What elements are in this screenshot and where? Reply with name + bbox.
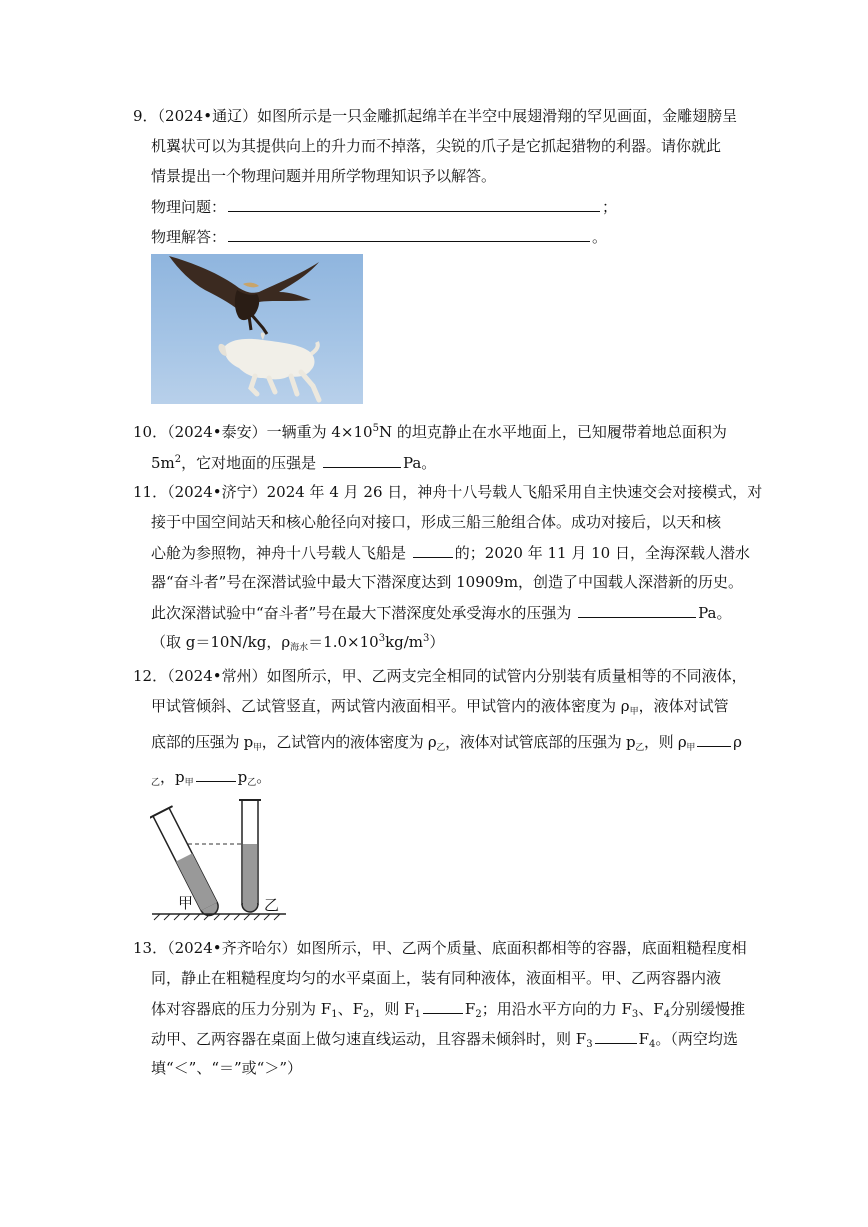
- test-tube-diagram: [150, 796, 290, 924]
- q13-sub-6: 4: [663, 1009, 671, 1020]
- q13-sub-8: 4: [648, 1039, 656, 1050]
- q11-text-g: ）: [429, 633, 445, 651]
- q11-text-d: （取 g＝10N/kg，ρ: [151, 633, 291, 651]
- q9-question-row: [151, 196, 617, 217]
- q10-exponent: 5: [372, 423, 379, 434]
- q12-sub-3: 乙: [635, 743, 644, 753]
- q10-line2: [151, 452, 436, 473]
- eagle-goat-illustration: [151, 254, 363, 404]
- q9-question-blank[interactable]: [228, 196, 600, 212]
- q9-answer-blank[interactable]: [228, 226, 590, 242]
- q11-line5: [151, 602, 731, 623]
- q9-answer-label: 物理解答：: [151, 228, 227, 246]
- q12-blank-1[interactable]: [697, 731, 731, 747]
- q13-text-f: 、F: [638, 1000, 664, 1018]
- q9-question-label: 物理问题：: [151, 198, 227, 216]
- q10-text-a: 10．（2024•泰安）一辆重为 4×10: [133, 423, 373, 441]
- q12-text-a: 甲试管倾斜、乙试管竖直，两试管内液面相平。甲试管内的液体密度为 ρ: [151, 697, 630, 715]
- q11-text-b: 的；2020 年 11 月 10 日，全海深载人潜水: [454, 544, 750, 562]
- q13-text-g: 分别缓慢推: [670, 1000, 746, 1018]
- q9-answer-end: 。: [592, 228, 608, 246]
- q12-line1: 12．（2024•常州）如图所示，甲、乙两支完全相同的试管内分别装有质量相等的不同液体，: [133, 667, 747, 685]
- q13-sub-3: 1: [414, 1009, 421, 1020]
- q11-text-a: 心舱为参照物，神舟十八号载人飞船是: [151, 544, 411, 562]
- q13-line4: [151, 1028, 738, 1049]
- q12-text-j: 。: [256, 768, 272, 786]
- q9-line2: 机翼状可以为其提供向上的升力而不掉落，尖锐的爪子是它抓起猎物的利器。请你就此: [151, 137, 722, 155]
- q13-sub-7: 3: [586, 1039, 593, 1050]
- q12-text-i: p: [237, 768, 248, 786]
- q9-answer-row: [151, 226, 607, 247]
- q13-text-d: F: [464, 1000, 476, 1018]
- q12-text-c: 底部的压强为 p: [151, 733, 253, 751]
- q13-sub-2: 2: [362, 1009, 370, 1020]
- q12-line2: [151, 696, 729, 722]
- q11-line2: 接于中国空间站天和核心舱径向对接口，形成三船三舱组合体。成功对接后，以天和核: [151, 513, 722, 531]
- tube-label-jia: 甲: [178, 894, 194, 912]
- q13-line2: 同，静止在粗糙程度均匀的水平桌面上，装有同种液体，液面相平。甲、乙两容器内液: [151, 969, 722, 987]
- eagle-goat-photo: [151, 254, 363, 404]
- q11-text-f: kg/m: [385, 633, 424, 651]
- q12-text-f: ，则 ρ: [643, 733, 687, 751]
- q12-text-g: ρ: [733, 733, 742, 751]
- q9-line1: 9．（2024•通辽）如图所示是一只金雕抓起绵羊在半空中展翅滑翔的罕见画面，金雕翅膀呈: [133, 107, 738, 125]
- q12-sub-6: 甲: [184, 778, 194, 788]
- q13-text-c: ，则 F: [369, 1000, 415, 1018]
- q10-text-c: 5m: [151, 454, 175, 472]
- q11-blank-1[interactable]: [413, 542, 453, 558]
- q13-text-a: 体对容器底的压力分别为 F: [151, 1000, 332, 1018]
- q13-text-b: 、F: [337, 1000, 363, 1018]
- q13-text-i: F: [638, 1030, 649, 1048]
- q12-line3: [151, 731, 742, 758]
- q13-text-e: ；用沿水平方向的力 F: [481, 1000, 632, 1018]
- q12-text-d: ，乙试管内的液体密度为 ρ: [261, 733, 437, 751]
- q11-line3: [151, 542, 750, 563]
- q10-line1: [133, 422, 727, 442]
- q12-blank-2[interactable]: [196, 766, 236, 782]
- q10-answer-blank[interactable]: [323, 452, 401, 468]
- q13-text-j: 。（两空均选: [655, 1030, 738, 1048]
- q11-exp2: 3: [423, 633, 430, 644]
- q13-line1: 13．（2024•齐齐哈尔）如图所示，甲、乙两个质量、底面积都相等的容器，底面粗糙程度相: [133, 939, 747, 957]
- q12-text-b: ，液体对试管: [638, 697, 729, 715]
- q12-sub-jia: 甲: [629, 707, 639, 717]
- q12-sub-7: 乙: [247, 778, 257, 788]
- q12-line4: [151, 766, 271, 793]
- q11-unit: Pa。: [698, 604, 732, 622]
- q12-text-e: ，液体对试管底部的压强为 p: [445, 733, 636, 751]
- q12-sub-4: 甲: [686, 743, 696, 753]
- q13-sub-4: 2: [475, 1009, 482, 1020]
- q13-sub-1: 1: [331, 1009, 338, 1020]
- q12-text-h: ，p: [160, 768, 185, 786]
- q13-blank-2[interactable]: [595, 1028, 637, 1044]
- q11-exp: 3: [378, 633, 386, 644]
- q11-line6: [151, 632, 444, 658]
- q12-sub-5: 乙: [151, 778, 161, 788]
- q13-blank-1[interactable]: [423, 998, 463, 1014]
- q9-line3: 情景提出一个物理问题并用所学物理知识予以解答。: [151, 167, 497, 185]
- q12-sub-2: 乙: [436, 743, 446, 753]
- q13-line3: [151, 998, 745, 1019]
- q11-text-e: ＝1.0×10: [308, 633, 379, 651]
- q11-sub-seawater: 海水: [290, 643, 309, 653]
- tube-label-yi: 乙: [264, 896, 280, 914]
- q10-text-b: N 的坦克静止在水平地面上，已知履带着地总面积为: [378, 423, 727, 441]
- q11-line4: 器“奋斗者”号在深潜试验中最大下潜深度达到 10909m，创造了中国载人深潜新的历史。: [151, 573, 744, 591]
- q12-sub-1: 甲: [252, 743, 262, 753]
- q13-sub-5: 3: [631, 1009, 639, 1020]
- q10-text-d: ，它对地面的压强是: [181, 454, 321, 472]
- q9-question-end: ；: [602, 198, 618, 216]
- q11-blank-2[interactable]: [578, 602, 696, 618]
- q11-text-c: 此次深潜试验中“奋斗者”号在最大下潜深度处承受海水的压强为: [151, 604, 577, 622]
- q13-line5: 填“＜”、“＝”或“＞”）: [151, 1059, 303, 1077]
- q13-text-h: 动甲、乙两容器在桌面上做匀速直线运动，且容器未倾斜时，则 F: [151, 1030, 587, 1048]
- q10-exponent-2: 2: [174, 454, 182, 465]
- q10-unit: Pa。: [402, 454, 437, 472]
- q11-line1: 11．（2024•济宁）2024 年 4 月 26 日，神舟十八号载人飞船采用自主快速交会对接模式，对: [133, 483, 763, 501]
